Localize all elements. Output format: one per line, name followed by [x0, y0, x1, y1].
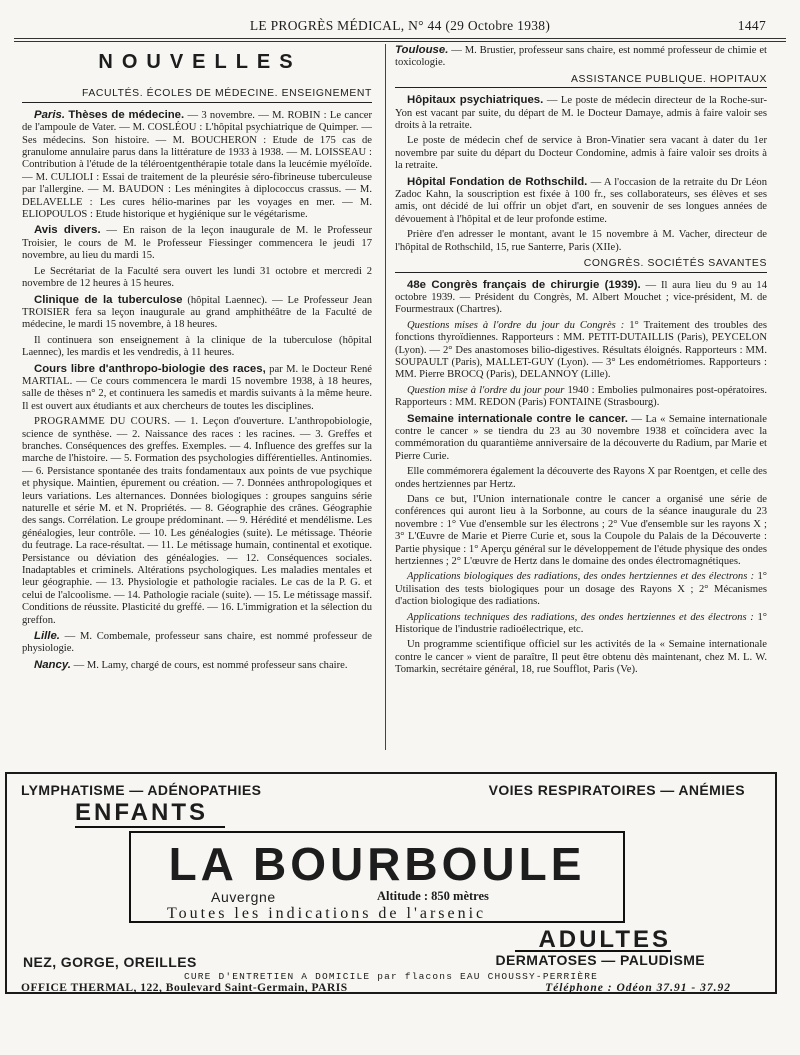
congres-head: 48e Congrès français de chirurgie (1939).: [407, 278, 641, 291]
paragraph-clinique-2: Il continuera son enseignement à la clinique de la tuberculose (hôpital Laennec), les mardis et les vendredis, à 11 heures.: [22, 334, 372, 359]
programme-label: PROGRAMME DU COURS.: [34, 416, 171, 428]
ad-bottom-left: NEZ, GORGE, OREILLES: [23, 954, 197, 970]
avis-head: Avis divers.: [34, 224, 101, 237]
paragraph-cours: [22, 363, 372, 414]
paragraph-semaine-6: Un programme scientifique officiel sur les activités de la « Semaine internationale contre le cancer » vient de paraître, Il peut être obtenu dès maintenant, chez M. L. W. Tomarkin, secrétaire général, 18, rue Soufflot, Paris (Ve).: [395, 639, 767, 676]
section-heading-facultes: FACULTÉS. ÉCOLES DE MÉDECINE. ENSEIGNEMENT: [22, 88, 372, 102]
clinique-text: (hôpital Laennec). — Le Professeur Jean TROISIER fera sa leçon inaugurale au grand amphithéâtre de la Faculté de médecine, le mardi 15 novembre, à 18 heures.: [22, 294, 372, 331]
avis-text: — En raison de la leçon inaugurale de M. le Professeur Troisier, le cours de M. le Professeur Fiessinger commencera le jeudi 17 novembre, au lieu du mardi 15.: [22, 225, 372, 262]
p4-text: 1° Utilisation des tests biologiques pour un dosage des Rayons X ; 2° Mécanismes d'action biologique des radiations.: [395, 571, 768, 608]
ad-region: Auvergne: [211, 889, 276, 905]
lille-text: — M. Combemale, professeur sans chaire, est nommé professeur de physiologie.: [22, 631, 372, 655]
ad-brand-box: [129, 831, 625, 923]
semaine-text: — La « Semaine internationale contre le cancer » se tiendra du 23 au 30 novembre 1938 et coïncidera avec la commémoration du quarantième anniversaire de la découverte du Radium, par Marie et Pierre Curie.: [395, 413, 767, 462]
paragraph-semaine-5: [395, 612, 767, 637]
city-toulouse: Toulouse.: [395, 44, 449, 56]
page-number: 1447: [737, 18, 766, 33]
clinique-head: Clinique de la tuberculose: [34, 293, 183, 306]
ad-altitude: Altitude : 850 mètres: [377, 889, 489, 903]
paris-text: — 3 novembre. — M. ROBIN : Le cancer de l'ampoule de Vater. — M. COSLÉOU : L'hôpital psychiatrique de Quimper. — Ses médecins. Son histoire. — M. BOUCHERON : Etude de 175 cas de granulome annulaire parus dans la littérature de 1933 à 1938. — M. LOISSEAU : Contribution à l'étude de la téléroentgenthérapie totale dans la leucémie myéloïde. — M. CULIOLI : Essai de traitement de la pleurésie séro-fibrineuse tuberculeuse par l'allergine. — M. BAUDON : Les méningites à diplococcus crassus. — M. DELAVELLE : Les cures hélio-marines par les voyages en mer. — M. ELIOPOULOS : Etude historique et hygiénique sur le végétarisme.: [22, 109, 373, 221]
congres-text: — Il aura lieu du 9 au 14 octobre 1939. — Président du Congrès, M. Albert Mouchet ; vice-président, M. de Fourmestraux (Chartres).: [395, 279, 767, 316]
q1-label: Questions mises à l'ordre du jour du Congrès :: [407, 319, 625, 331]
paragraph-lille: [22, 630, 372, 656]
subhead-theses: Thèses de médecine.: [68, 108, 185, 121]
hp-text: — Le poste de médecin directeur de la Roche-sur-Yon est vacant par suite, du départ de M. le Docteur Damaye, admis à faire valoir ses droits à la retraite.: [395, 95, 767, 132]
ad-adultes: ADULTES: [538, 926, 671, 953]
ad-tagline: Toutes les indications de l'arsenic: [167, 905, 487, 922]
ad-telephone: Téléphone : Odéon 37.91 - 37.92: [545, 982, 731, 994]
ad-enfants: ENFANTS: [75, 799, 209, 826]
journal-title: LE PROGRÈS MÉDICAL, N° 44 (29 Octobre 1938): [249, 18, 551, 33]
ad-top-right: VOIES RESPIRATOIRES — ANÉMIES: [488, 782, 745, 798]
programme-text: — 1. Leçon d'ouverture. L'anthropobiologie, science de synthèse. — 2. Naissance des races : les racines. — 3. Greffes et branches. Conséquences des greffes. Exemples. — 4. Influence des greffes sur la marche de l'histoire. — 5. Formation des psychologies différentielles. Antinomies. — 6. Persistance spontanée des traits fondamentaux aux points de vue psychique et physique. Maintien, épurement ou création. — 7. Données anthropologiques et leurs variations. Les alternances. Données biologiques : groupes sanguins série naturelle et série M. et N. Propriétés. — 8. Géographie des crânes. Géographie des sangs. Corrélation. Le groupe prédominant. — 9. Hérédité et mendélisme. Les généalogies, leur contrôle. — 10. Les généalogies (suite). Le métissage. Théorie du feutrage. La race-résultat. — 11. Le métissage humain, continental et exotique. Persistance ou déviation des généalogies. — 12. Conséquences sociales. Inadaptables et criminels. Altérations psychologiques. Les maladies mentales et leur géographie. — 13. Physiologie et pathologie raciales. Le cas de la P. G. et celui de l'alcoolisme. — 14. Pathologie raciale (suite). — 15. Le métissage massif. Conditions de réussite. Plasticité du greffé. — 16. L'immigration et la sélection du greffon.: [22, 416, 372, 626]
city-lille: Lille.: [34, 630, 60, 643]
paragraph-paris: [22, 109, 372, 222]
city-paris: Paris.: [34, 108, 66, 121]
city-nancy: Nancy.: [34, 658, 71, 671]
ad-enfants-underline: [75, 826, 225, 828]
hp-head: Hôpitaux psychiatriques.: [407, 94, 544, 107]
ad-top-left: LYMPHATISME — ADÉNOPATHIES: [21, 782, 262, 798]
header-rule: [14, 38, 786, 39]
toulouse-text: — M. Brustier, professeur sans chaire, est nommé professeur de chimie et toxicologie.: [395, 45, 767, 69]
paragraph-congres-q2: [395, 385, 767, 410]
running-header: [14, 18, 786, 38]
paragraph-toulouse: [395, 44, 767, 70]
q2-text: 1940 : Embolies pulmonaires post-opératoires. Rapporteurs : MM. REDON (Paris) FONTAINE (Strasbourg).: [395, 384, 768, 409]
q2-label: Question mise à l'ordre du jour pour: [407, 384, 565, 396]
rothschild-text: — A l'occasion de la retraite du Dr Léon Zadoc Kahn, la souscription est fixée à 100 fr., ses collaborateurs, ses élèves et ses amis, ont décidé de lui offrir un objet d'art, en souvenir de ses longues années de dévouement à l'hôpital et de leur profonde estime.: [395, 176, 767, 225]
column-divider: [385, 44, 386, 750]
p5-text: 1° Historique de l'industrie radioélectrique, etc.: [395, 611, 767, 636]
paragraph-congres: [395, 279, 767, 317]
ad-cure: CURE D'ENTRETIEN A DOMICILE par flacons EAU CHOUSSY-PERRIÈRE: [183, 971, 599, 982]
rothschild-head: Hôpital Fondation de Rothschild.: [407, 175, 588, 188]
left-column: [22, 44, 372, 675]
paragraph-semaine: [395, 413, 767, 464]
semaine-head: Semaine internationale contre le cancer.: [407, 412, 628, 425]
paragraph-rothschild: [395, 176, 767, 227]
paragraph-hopitaux-psy: [395, 94, 767, 132]
advertisement-la-bourboule: [5, 772, 777, 994]
paragraph-semaine-2: Elle commémorera également la découverte des Rayons X par Roentgen, et celle des ondes hertziennes par Hertz.: [395, 466, 767, 490]
ad-brand: LA BOURBOULE: [168, 838, 586, 890]
paragraph-avis-2: Le Secrétariat de la Faculté sera ouvert les lundi 31 octobre et mercredi 2 novembre de 12 heures à 15 heures.: [22, 265, 372, 290]
section-heading-congres: CONGRÈS. SOCIÉTÉS SAVANTES: [395, 258, 767, 272]
right-column: [395, 44, 767, 680]
cours-text: par M. le Docteur René MARTIAL. — Ce cours commencera le mardi 15 novembre 1938, à 18 heures, salle de thèses n° 2, et continuera les samedis et mardis suivants à la même heure. Il est ouvert aux étudiants et aux chercheurs de toutes les disciplines.: [22, 363, 372, 412]
paragraph-rothschild-2: Prière d'en adresser le montant, avant le 15 novembre à M. Vacher, directeur de l'hôpital de Rothschild, 15, rue Santerre, Paris (XIIe).: [395, 229, 767, 253]
ad-office: OFFICE THERMAL, 122, Boulevard Saint-Germain, PARIS: [21, 982, 348, 994]
paragraph-programme: [22, 416, 372, 627]
paragraph-semaine-4: [395, 571, 767, 608]
nancy-text: — M. Lamy, chargé de cours, est nommé professeur sans chaire.: [70, 659, 348, 671]
p4-label: Applications biologiques des radiations, des ondes hertziennes et des électrons :: [407, 571, 755, 583]
cours-head: Cours libre d'anthropo-biologie des races,: [34, 362, 266, 375]
p5-label: Applications techniques des radiations, des ondes hertziennes et des électrons :: [407, 611, 754, 623]
paragraph-hopitaux-psy-2: Le poste de médecin chef de service à Bron-Vinatier sera vacant à dater du 1er novembre par suite du départ du Docteur Condomine, admis à faire valoir ses droits à la retraite.: [395, 135, 767, 172]
paragraph-clinique: [22, 294, 372, 332]
paragraph-avis: [22, 224, 372, 262]
paragraph-semaine-3: Dans ce but, l'Union internationale contre le cancer a organisé une série de conférences qui auront lieu à la Sorbonne, au cours de la séance inaugurale du 23 novembre : 1° Vue d'ensemble sur les électrons ; 2° Vue d'ensemble sur les rayons X ; 3° L'Œuvre de Marie et Pierre Curie et, sous la Coupole du Palais de la Découverte : Partie physique : 1° Aperçu général sur le développement de l'étude physique des ondes hertziennes ; 2° L'œuvre de Hertz dans le domaine des ondes électromagnétiques.: [395, 494, 767, 568]
q1-text: 1° Traitement des troubles des fonctions thyroïdiennes. Rapporteurs : MM. PETIT-DUTAILLIS (Paris), PEYCELON (Lyon). — 2° Des anastomoses bilio-digestives. Résultats éloignés. Rapporteurs : MM. SOUPAULT (Paris), MALLET-GUY (Lyon). — 3° Les endométriomes. Rapporteurs : MM. Pierre BROCQ (Paris), DELANNOY (Lille).: [395, 319, 767, 381]
ad-bottom-right: DERMATOSES — PALUDISME: [495, 952, 705, 968]
section-title-nouvelles: NOUVELLES: [98, 51, 302, 73]
paragraph-nancy: [22, 659, 372, 672]
header-rule-2: [14, 41, 786, 42]
paragraph-congres-q1: [395, 320, 767, 382]
section-heading-assistance: ASSISTANCE PUBLIQUE. HOPITAUX: [395, 74, 767, 88]
